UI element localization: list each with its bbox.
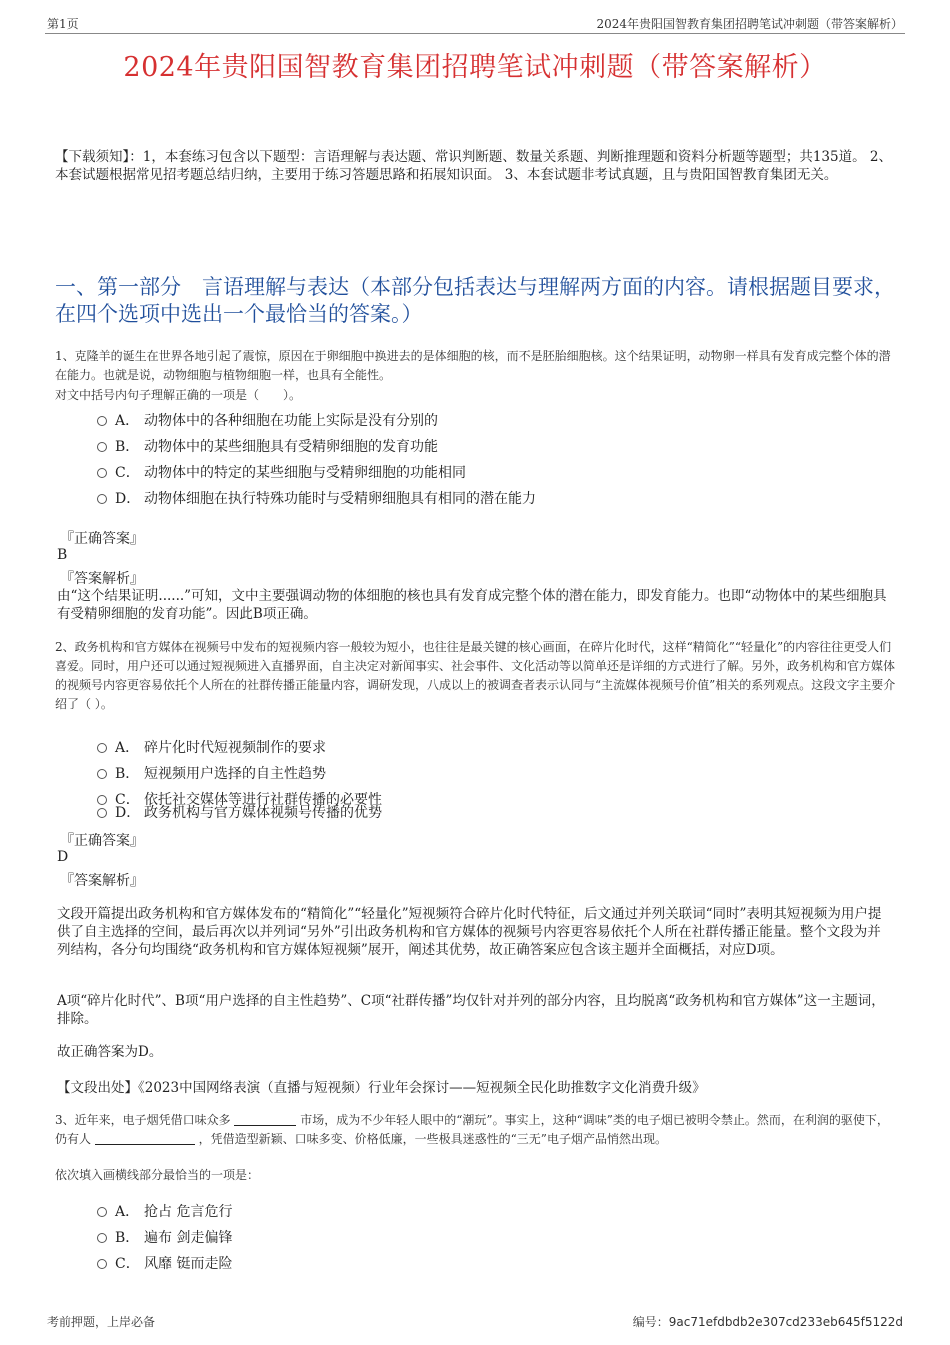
- footer-code-label: 编号：: [632, 1315, 669, 1329]
- footer-slogan: 考前押题，上岸必备: [47, 1315, 156, 1329]
- question-1-analysis-label: 『答案解析』: [60, 571, 144, 587]
- question-3-text: [55, 1111, 900, 1149]
- question-3-text-c: ，凭借造型新颖、口味多变、价格低廉，一些极具迷惑性的“三无”电子烟产品悄然出现。: [198, 1132, 667, 1146]
- question-1-answer-label: 『正确答案』: [60, 531, 144, 547]
- option-letter: C．: [115, 465, 140, 481]
- option-text: 依托社交媒体等进行社群传播的必要性: [144, 792, 382, 808]
- fill-blank-2[interactable]: [95, 1132, 195, 1145]
- question-1-analysis: 由“这个结果证明......”可知，文中主要强调动物的体细胞的核也具有发育成完整个体的潜在能力，即发育能力。也即“动物体中的某些细胞具有受精卵细胞的发育功能”。因此B项正确。: [57, 588, 887, 622]
- question-2-analysis-p3: 故正确答案为D。: [57, 1044, 163, 1060]
- option-letter: B．: [115, 1230, 140, 1246]
- option-text: 动物体细胞在执行特殊功能时与受精卵细胞具有相同的潜在能力: [144, 491, 536, 507]
- footer-code-value: 9ac71efdbdb2e307cd233eb645f5122d: [668, 1315, 903, 1329]
- option-letter: A．: [115, 413, 140, 429]
- option-letter: D．: [115, 491, 141, 507]
- radio-icon[interactable]: [97, 1259, 107, 1269]
- footer-code: [633, 1313, 903, 1330]
- radio-icon[interactable]: [97, 442, 107, 452]
- option-letter: B．: [115, 439, 140, 455]
- question-3-text-a: 3、近年来，电子烟凭借口味众多: [55, 1113, 231, 1127]
- question-3-prompt: 依次填入画横线部分最恰当的一项是：: [55, 1168, 260, 1182]
- question-1-text: 1、克隆羊的诞生在世界各地引起了震惊，原因在于卵细胞中换进去的是体细胞的核，而不是胚胎细胞核。这个结果证明，动物卵一样具有发育成完整个体的潜在能力。也就是说，动物细胞与植物细胞一样，也具有全能性。: [55, 349, 891, 382]
- question-1-prompt: 对文中括号内句子理解正确的一项是（ ）。: [55, 388, 302, 402]
- radio-icon[interactable]: [97, 494, 107, 504]
- header-divider: [45, 33, 905, 34]
- option-text: 政务机构与官方媒体视频号传播的优势: [144, 805, 382, 821]
- question-1-option-d[interactable]: [97, 488, 536, 508]
- question-3-option-b[interactable]: [97, 1227, 232, 1247]
- section-heading: 一、第一部分 言语理解与表达（本部分包括表达与理解两方面的内容。请根据题目要求，在四个选项中选出一个最恰当的答案。）: [55, 275, 895, 326]
- question-3-text-b: 市场，成为不少年轻人眼中的“潮玩”。事实上，这种“调味”类的电子烟已被明令禁止。然而，在利润的驱使下，仍有人: [55, 1113, 889, 1146]
- option-text: 风靡 铤而走险: [144, 1256, 233, 1272]
- option-text: 动物体中的各种细胞在功能上实际是没有分别的: [144, 413, 438, 429]
- radio-icon[interactable]: [97, 416, 107, 426]
- question-2-analysis-p1: 文段开篇提出政务机构和官方媒体发布的“精简化”“轻量化”短视频符合碎片化时代特征，后文通过并列关联词“同时”表明其短视频为用户提供了自主选择的空间，最后再次以并列词“另外”引出政务机构和官方媒体的视频号内容更容易依托个人所在社群传播正能量。整个文段为并列结构，各分句均围绕“政务机构和官方媒体短视频”展开，阐述其优势，故正确答案应包含该主题并全面概括，对应D项。: [57, 906, 882, 958]
- radio-icon[interactable]: [97, 808, 107, 818]
- radio-icon[interactable]: [97, 1233, 107, 1243]
- download-notice: 【下载须知】：1，本套练习包含以下题型：言语理解与表达题、常识判断题、数量关系题、判断推理题和资料分析题等题型；共135道。 2、本套试题根据常见招考题总结归纳，主要用于练习答题思路和拓展知识面。 3、本套试题非考试真题，且与贵阳国智教育集团无关。: [55, 149, 892, 183]
- option-letter: A．: [115, 1204, 140, 1220]
- question-1-option-c[interactable]: [97, 462, 466, 482]
- option-letter: D．: [115, 805, 141, 821]
- option-letter: B．: [115, 766, 140, 782]
- radio-icon[interactable]: [97, 1207, 107, 1217]
- question-2-analysis-label: 『答案解析』: [60, 873, 144, 889]
- question-2-analysis-p2: A项“碎片化时代”、B项“用户选择的自主性趋势”、C项“社群传播”均仅针对并列的部分内容，且均脱离“政务机构和官方媒体”这一主题词，排除。: [57, 993, 885, 1027]
- option-text: 遍布 剑走偏锋: [144, 1230, 233, 1246]
- option-text: 抢占 危言危行: [144, 1204, 233, 1220]
- header-doc-title: 2024年贵阳国智教育集团招聘笔试冲刺题（带答案解析）: [596, 17, 903, 31]
- question-3-option-a[interactable]: [97, 1201, 232, 1221]
- option-letter: C．: [115, 1256, 140, 1272]
- question-1-answer: B: [57, 547, 68, 563]
- question-2-answer: D: [57, 849, 69, 865]
- radio-icon[interactable]: [97, 769, 107, 779]
- page-number: 第1页: [47, 17, 79, 31]
- option-text: 碎片化时代短视频制作的要求: [144, 740, 326, 756]
- question-1-option-a[interactable]: [97, 410, 438, 430]
- option-letter: C．: [115, 792, 140, 808]
- question-2-option-d[interactable]: [97, 802, 382, 822]
- option-text: 短视频用户选择的自主性趋势: [144, 766, 326, 782]
- question-2-source: 【文段出处】《2023中国网络表演（直播与短视频）行业年会探讨——短视频全民化助推数字文化消费升级》: [57, 1080, 706, 1096]
- option-text: 动物体中的某些细胞具有受精卵细胞的发育功能: [144, 439, 438, 455]
- page-title: 2024年贵阳国智教育集团招聘笔试冲刺题（带答案解析）: [123, 52, 827, 83]
- question-3-option-c[interactable]: [97, 1253, 232, 1273]
- question-2-text: 2、政务机构和官方媒体在视频号中发布的短视频内容一般较为短小，也往往是最关键的核心画面，在碎片化时代，这样“精简化”“轻量化”的内容往往更受人们喜爱。同时，用户还可以通过短视频进入直播界面，自主决定对新闻事实、社会事件、文化活动等以简单还是详细的方式进行了解。另外，政务机构和官方媒体的视频号内容更容易依托个人所在的社群传播正能量内容，调研发现，八成以上的被调查者表示认同与“主流媒体视频号价值”相关的系列观点。这段文字主要介绍了（ ）。: [55, 640, 896, 711]
- fill-blank-1[interactable]: [234, 1113, 296, 1126]
- option-text: 动物体中的特定的某些细胞与受精卵细胞的功能相同: [144, 465, 466, 481]
- radio-icon[interactable]: [97, 743, 107, 753]
- question-2-answer-label: 『正确答案』: [60, 833, 144, 849]
- radio-icon[interactable]: [97, 468, 107, 478]
- question-2-option-b[interactable]: [97, 763, 326, 783]
- option-letter: A．: [115, 740, 140, 756]
- question-2-option-a[interactable]: [97, 737, 326, 757]
- question-1-option-b[interactable]: [97, 436, 438, 456]
